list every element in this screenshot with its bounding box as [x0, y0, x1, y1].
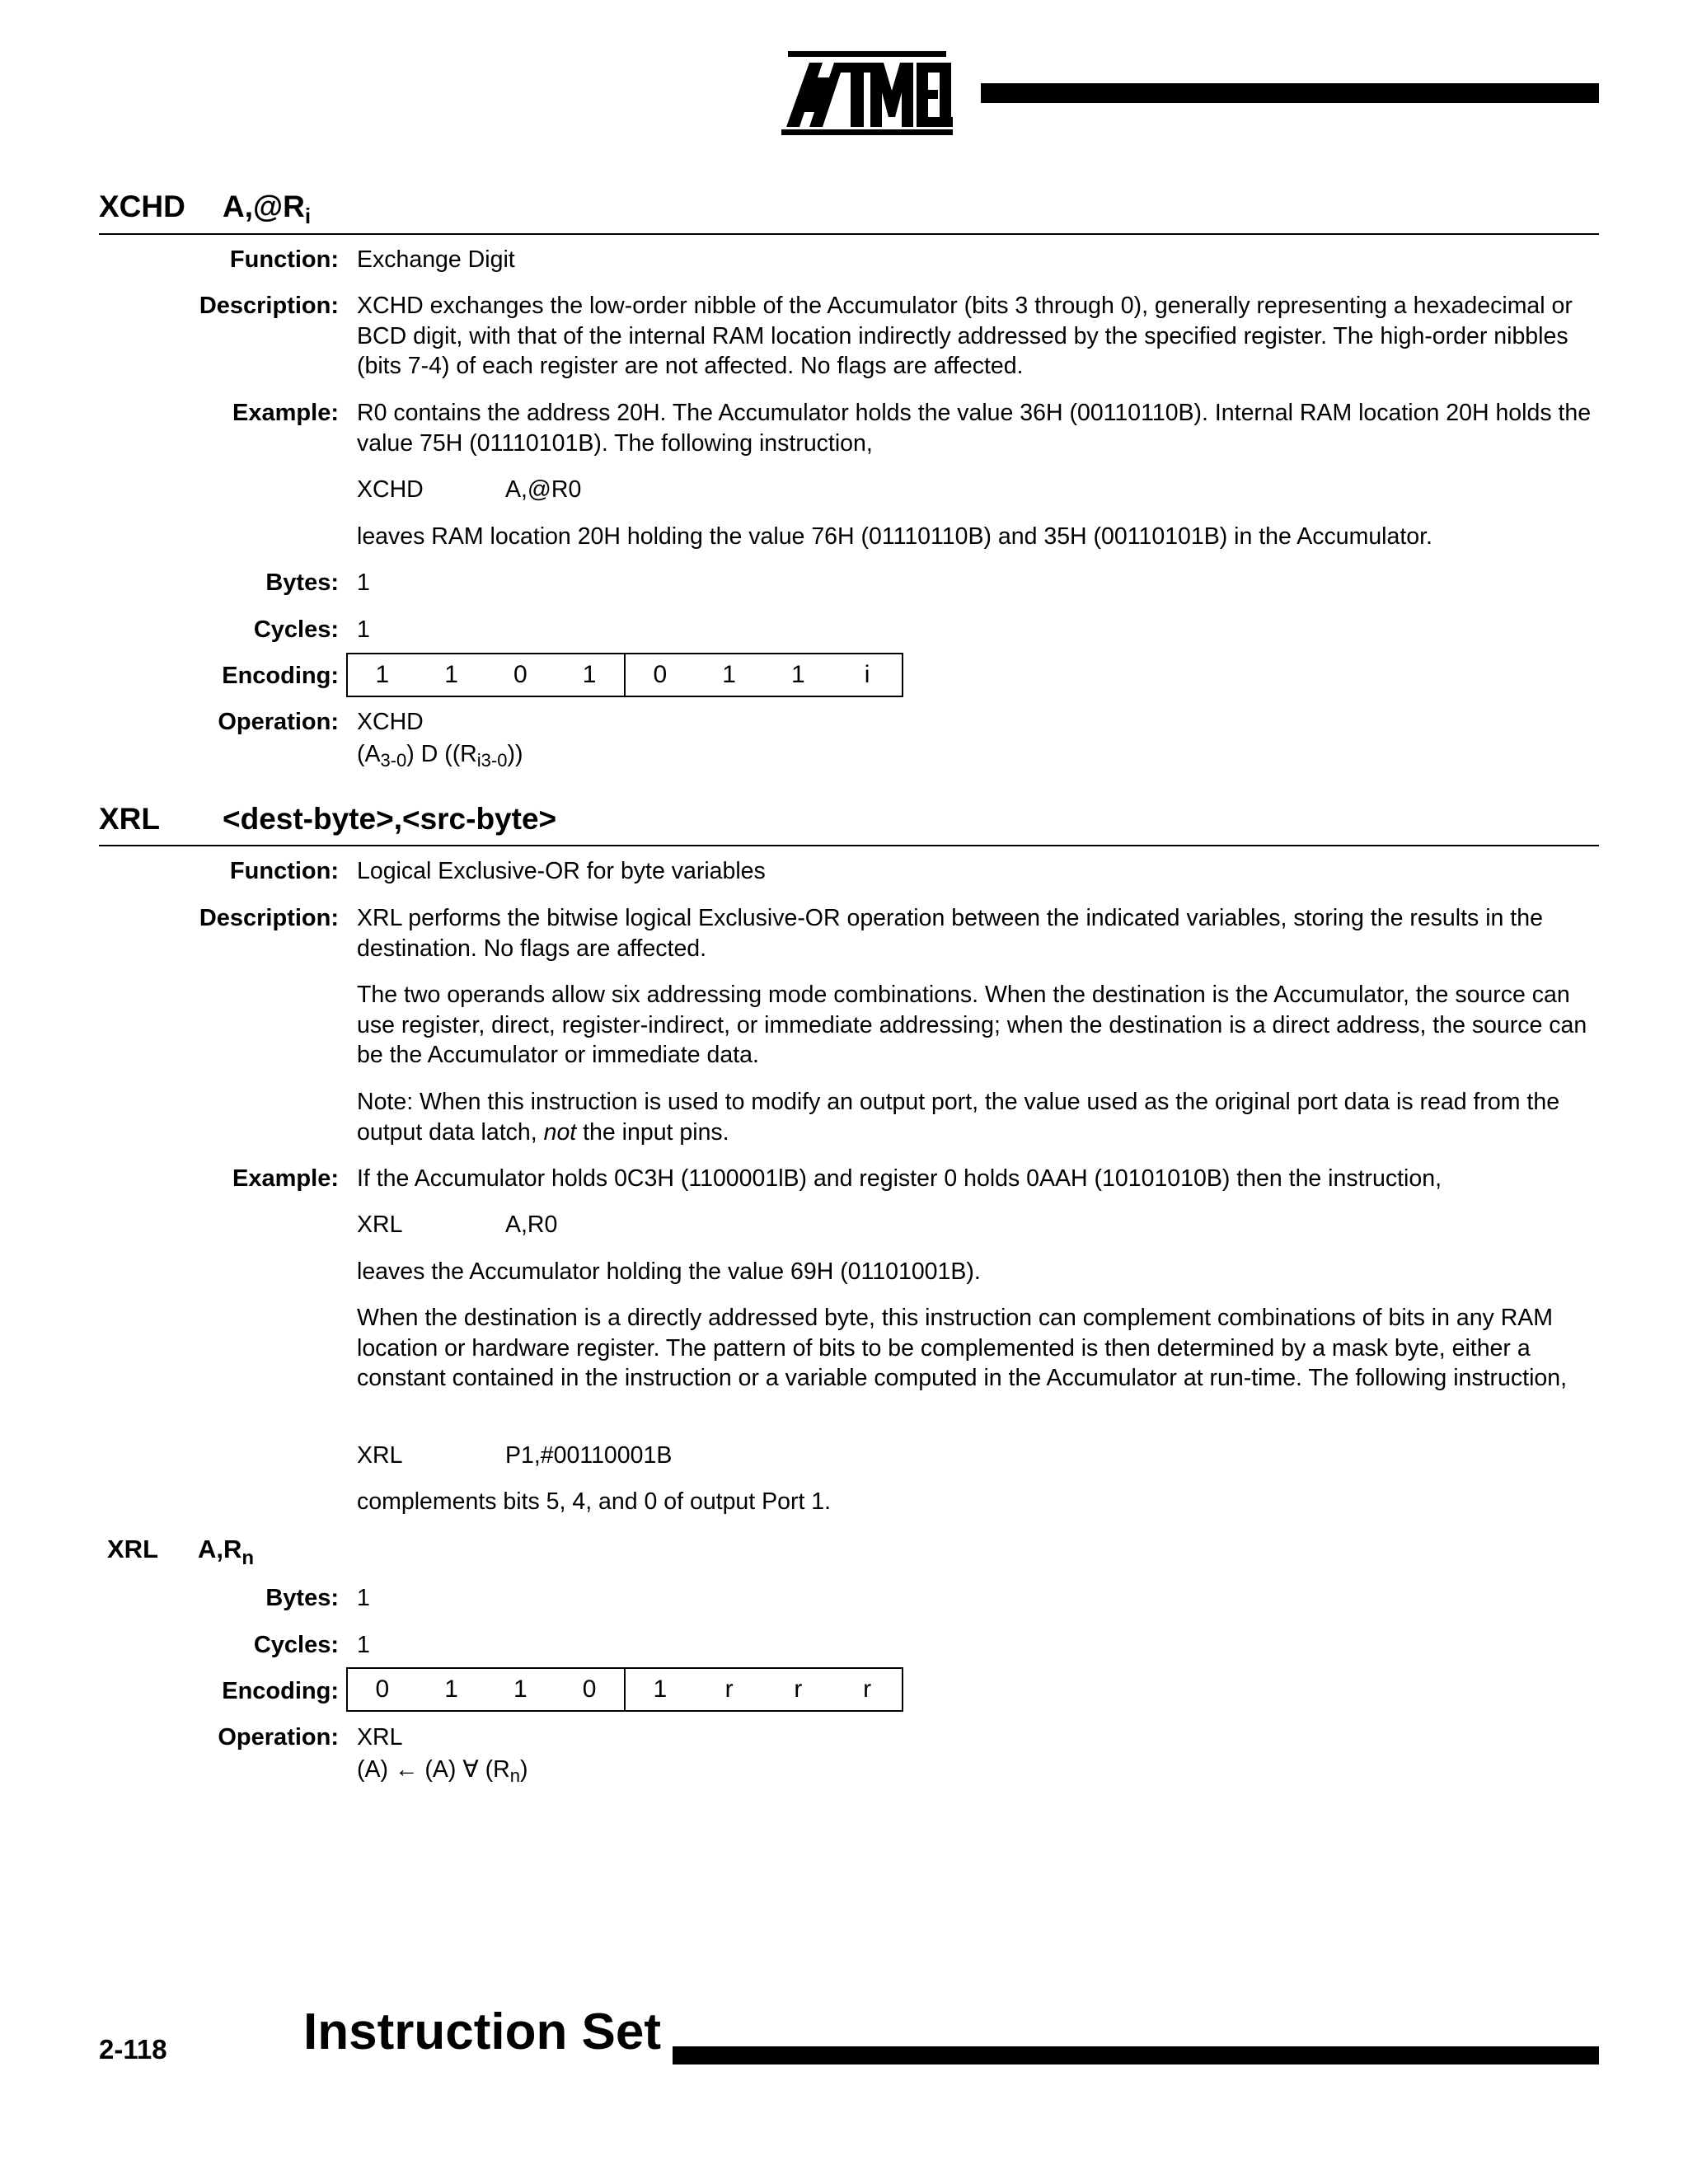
- xchd-cycles: 1: [357, 616, 370, 643]
- xrl-rn-operation-name: XRL: [357, 1724, 403, 1750]
- xrl-rn-encoding-label: Encoding:: [222, 1678, 339, 1704]
- xrl-description: XRL performs the bitwise logical Exclusive-OR operation between the indicated variables, storing the results in the destination. No flags are affected.: [357, 905, 1543, 962]
- xrl-description-2: The two operands allow six addressing mode combinations. When the destination is the Accumulator, the source can use register, direct, register-indirect, or immediate addressing; when the destination is a direct address, the source can be the Accumulator or immediate data.: [357, 982, 1587, 1068]
- xrl-rn-operation-label: Operation:: [218, 1724, 339, 1750]
- encoding-bit: 1: [582, 661, 597, 688]
- xchd-cycles-label: Cycles:: [253, 616, 339, 643]
- xrl-example-2: When the destination is a directly addressed byte, this instruction can complement combinations of bits in any RAM location or hardware register. The pattern of bits to be complemented is then determined by a mask byte, either a constant contained in the instruction or a variable computed in the Accumulator at run-time. The following instruction,: [357, 1305, 1568, 1391]
- xrl-example: If the Accumulator holds 0C3H (1100001lB) and register 0 holds 0AAH (10101010B) then the instruction,: [357, 1165, 1442, 1192]
- footer-rule: [673, 2046, 1599, 2064]
- xchd-example: R0 contains the address 20H. The Accumulator holds the value 36H (00110110B). Internal RAM location 20H holds the value 75H (01110101B). The following instruction,: [357, 400, 1592, 457]
- xchd-bytes: 1: [357, 569, 370, 596]
- encoding-low-nibble: [624, 1669, 902, 1710]
- xrl-code-1: XRL A,R0: [357, 1212, 558, 1238]
- xrl-function-label: Function:: [229, 858, 339, 884]
- xrl-rn-title: XRL $A,R_n$: [107, 1535, 255, 1569]
- encoding-bit: 1: [722, 661, 736, 688]
- xchd-description-label: Description:: [199, 293, 339, 319]
- xchd-title: XCHD $A,@R_i$: [99, 190, 312, 228]
- xchd-operation-label: Operation:: [218, 709, 339, 735]
- encoding-bit: r: [724, 1675, 734, 1703]
- encoding-bit: 1: [375, 661, 390, 688]
- encoding-low-nibble: [624, 654, 902, 696]
- xchd-bytes-label: Bytes:: [265, 569, 339, 596]
- xchd-encoding-box: [346, 653, 903, 697]
- xrl-rn-encoding-box: [346, 1667, 903, 1712]
- encoding-bit: 1: [653, 1675, 668, 1703]
- xchd-encoding-label: Encoding:: [222, 663, 339, 689]
- xrl-rn-operation-expr: (A) ← (A) ∀ $(R_n)$: [357, 1756, 528, 1786]
- xchd-description: XCHD exchanges the low-order nibble of the Accumulator (bits 3 through 0), generally representing a hexadecimal or BCD digit, with that of the internal RAM location indirectly addressed by the specified register. The high-order nibbles (bits 7-4) of each register are not affected. No flags are affected.: [357, 293, 1573, 379]
- xrl-rn-bytes-label: Bytes:: [265, 1585, 339, 1611]
- xrl-description-label: Description:: [199, 905, 339, 931]
- xrl-example-result: leaves the Accumulator holding the value 69H (01101001B).: [357, 1258, 981, 1285]
- encoding-bit: 0: [582, 1675, 597, 1703]
- xchd-function: Exchange Digit: [357, 246, 515, 273]
- xrl-rn-cycles-label: Cycles:: [253, 1632, 339, 1658]
- header-rule: [981, 83, 1599, 103]
- encoding-bit: r: [863, 1675, 872, 1703]
- page-number: 2-118: [99, 2034, 167, 2064]
- atmel-logo: [781, 51, 953, 135]
- encoding-high-nibble: [348, 1669, 624, 1710]
- xchd-title-rule: [99, 233, 1599, 235]
- xchd-example-result: leaves RAM location 20H holding the value 76H (01110110B) and 35H (00110101B) in the Accumulator.: [357, 523, 1432, 550]
- xrl-rn-cycles: 1: [357, 1632, 370, 1658]
- footer-title: Instruction Set: [303, 2004, 662, 2060]
- xrl-example-label: Example:: [232, 1165, 339, 1192]
- xrl-rn-bytes: 1: [357, 1585, 370, 1611]
- xchd-operation-expr: $(A_{3-0})$ D $((R_{i3-0}))$: [357, 741, 523, 771]
- xchd-code: XCHD A,@R0: [357, 476, 582, 503]
- xrl-title-rule: [99, 845, 1599, 846]
- encoding-bit: 1: [444, 661, 458, 688]
- xchd-operation-name: XCHD: [357, 709, 424, 735]
- encoding-bit: 0: [375, 1675, 390, 1703]
- encoding-bit: 1: [791, 661, 805, 688]
- encoding-bit: r: [794, 1675, 803, 1703]
- encoding-bit: 1: [513, 1675, 528, 1703]
- xrl-note: Note: When this instruction is used to modify an output port, the value used as the original port data is read from the output data latch, not the input pins.: [357, 1089, 1560, 1146]
- xchd-function-label: Function:: [229, 246, 339, 273]
- xrl-title: XRL <dest-byte>,<src-byte>: [99, 802, 557, 836]
- encoding-bit: 0: [513, 661, 528, 688]
- encoding-bit: i: [864, 661, 870, 688]
- encoding-high-nibble: [348, 654, 624, 696]
- xrl-example-result-2: complements bits 5, 4, and 0 of output Port 1.: [357, 1488, 832, 1515]
- xchd-example-label: Example:: [232, 400, 339, 426]
- encoding-bit: 0: [653, 661, 668, 688]
- xrl-code-2: XRL P1,#00110001B: [357, 1442, 673, 1469]
- encoding-bit: 1: [444, 1675, 458, 1703]
- xrl-function: Logical Exclusive-OR for byte variables: [357, 858, 766, 884]
